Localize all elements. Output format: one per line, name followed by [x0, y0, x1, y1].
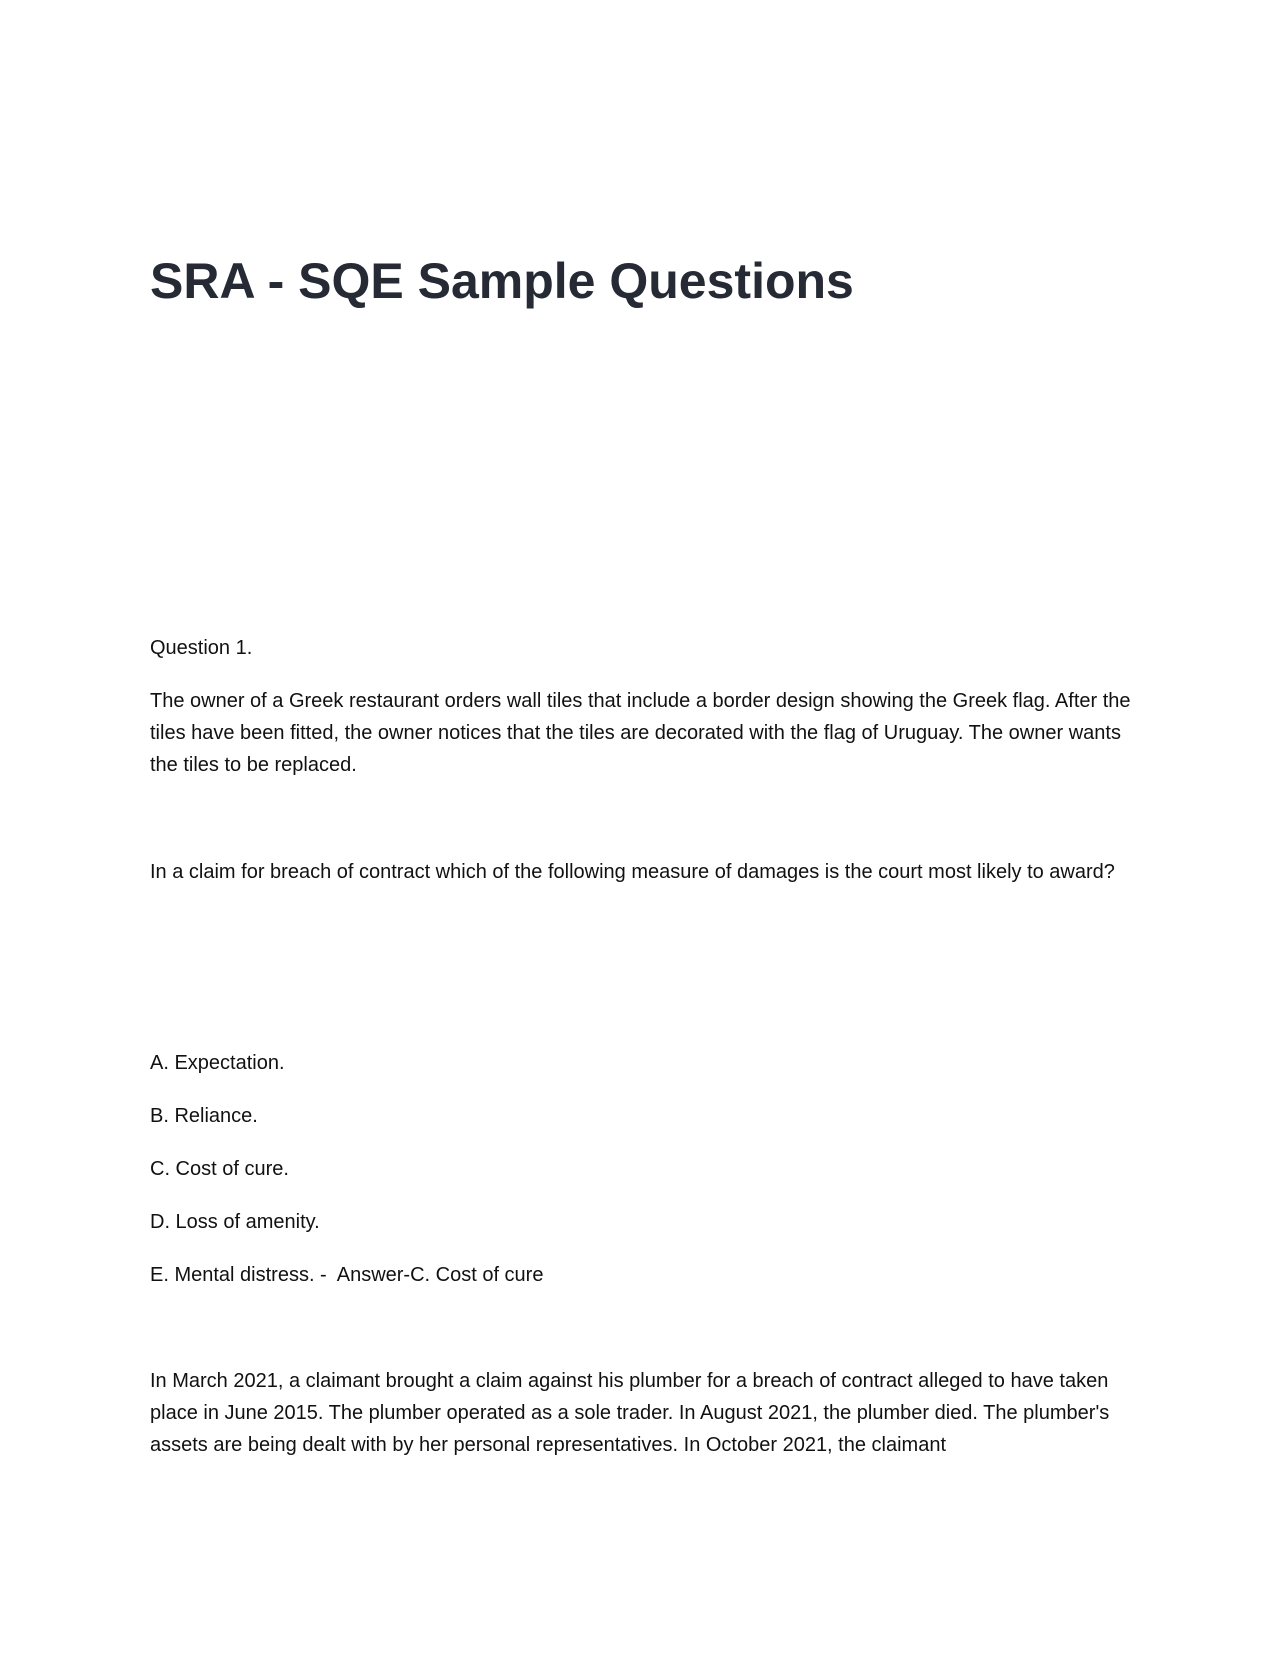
option-e-with-answer: E. Mental distress. - Answer-C. Cost of cure — [150, 1264, 544, 1286]
next-question-text: In March 2021, a claimant brought a claim against his plumber for a breach of contract alleged to have taken place in June 2015. The plumber operated as a sole trader. In August 2021, the plumber died. The plumber's assets are being dealt with by her personal representatives. In October 2021, the claimant — [150, 1370, 1110, 1456]
option-b: B. Reliance. — [150, 1105, 258, 1127]
option-c: C. Cost of cure. — [150, 1158, 289, 1180]
option-a: A. Expectation. — [150, 1052, 285, 1074]
question-scenario: The owner of a Greek restaurant orders wall tiles that include a border design showing the Greek flag. After the tiles have been fitted, the owner notices that the tiles are decorated with the flag of Uruguay. The owner wants the tiles to be replaced. — [150, 690, 1131, 776]
question-heading: Question 1. — [150, 637, 253, 659]
option-d: D. Loss of amenity. — [150, 1211, 320, 1233]
document-title: SRA - SQE Sample Questions — [150, 253, 854, 309]
question-prompt: In a claim for breach of contract which of the following measure of damages is the court most likely to award? — [150, 861, 1115, 883]
